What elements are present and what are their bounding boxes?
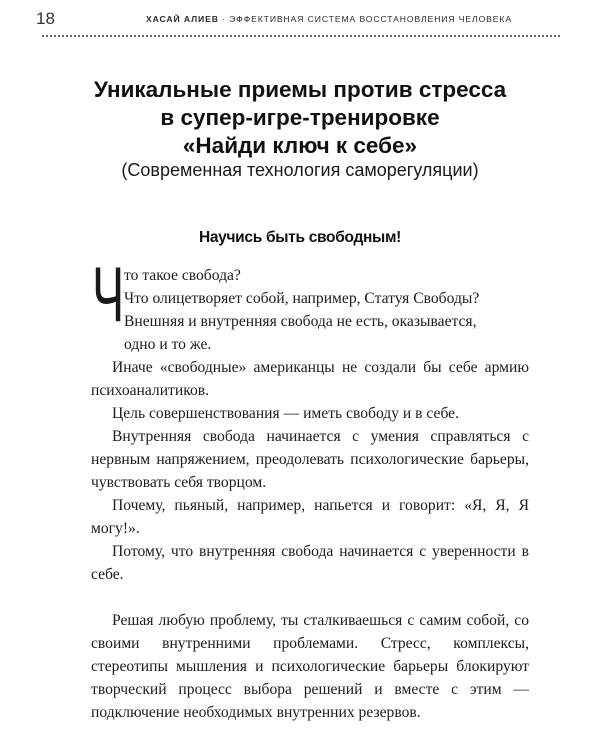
- title-line-1: Уникальные приемы против стресса: [93, 77, 507, 102]
- header-separator: ·: [222, 14, 226, 24]
- chapter-subtitle: (Современная технология саморегуляции): [121, 160, 479, 180]
- running-header: [146, 14, 512, 24]
- drop-cap: Ч: [92, 250, 125, 338]
- paragraph: Внешняя и внутренняя свобода не есть, оказывается,: [124, 313, 477, 330]
- paragraph: Цель совершенствования — иметь свободу и в себе.: [112, 405, 460, 422]
- paragraph: одно и то же.: [124, 336, 212, 353]
- paragraph: Что олицетворяет собой, например, Статуя Свободы?: [124, 290, 480, 307]
- chapter-title: [40, 76, 560, 160]
- paragraph: Внутренняя свобода начинается с умения справляться с нервным напряжением, преодолевать психологические барьеры, чувствовать себя творцом.: [91, 428, 529, 491]
- paragraph: Иначе «свободные» американцы не создали бы себе армию психоаналитиков.: [91, 359, 529, 399]
- title-line-2: в супер-игре-тренировке: [160, 105, 440, 130]
- paragraph: то такое свобода?: [124, 267, 241, 284]
- paragraph: Почему, пьяный, например, напьется и говорит: «Я, Я, Я могу!».: [91, 497, 529, 537]
- body-text: [91, 264, 529, 724]
- paragraph: Потому, что внутренняя свобода начинается с уверенности в себе.: [91, 543, 529, 583]
- section-heading: Научись быть свободным!: [198, 229, 402, 246]
- paragraph: Решая любую проблему, ты сталкиваешься с самим собой, со своими внутренними проблемами. Стресс, комплексы, стереотипы мышления и психологические барьеры блокируют творческий процесс выбора решений и вместе с этим — подключение необходимых внутренних резервов.: [91, 612, 529, 721]
- page-number: 18: [36, 9, 55, 28]
- header-divider: [42, 35, 560, 37]
- title-line-3: «Найди ключ к себе»: [182, 133, 418, 158]
- header-author: ХАСАЙ АЛИЕВ: [146, 14, 219, 24]
- header-book-title: ЭФФЕКТИВНАЯ СИСТЕМА ВОССТАНОВЛЕНИЯ ЧЕЛОВЕКА: [229, 14, 512, 24]
